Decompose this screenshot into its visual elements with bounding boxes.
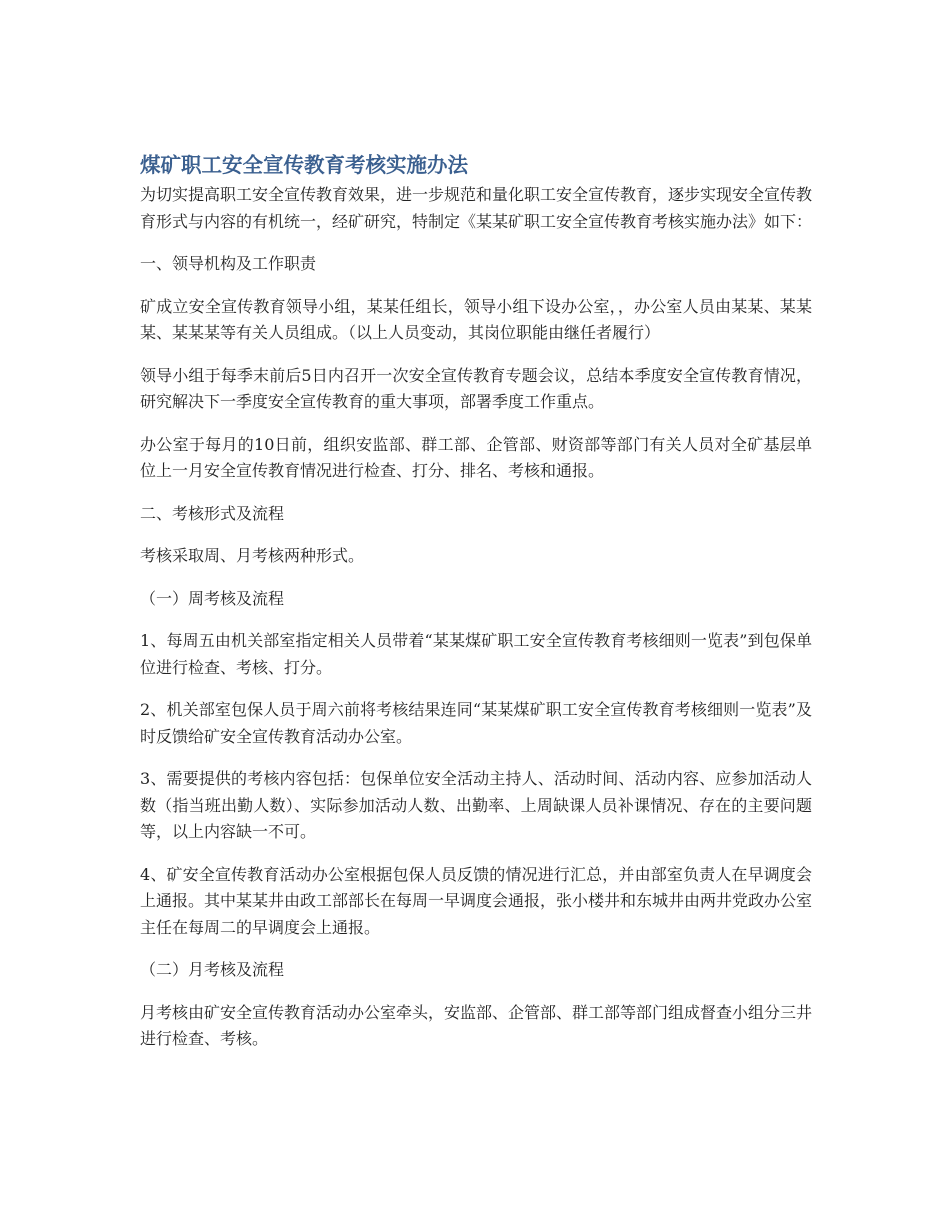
- document-page: [140, 150, 812, 1069]
- list-item-3: 3、需要提供的考核内容包括：包保单位安全活动主持人、活动时间、活动内容、应参加活动人数（指当班出勤人数）、实际参加活动人数、出勤率、上周缺课人员补课情况、存在的主要问题等，以上内容缺一不可。: [140, 769, 812, 841]
- paragraph: 考核采取周、月考核两种形式。: [140, 546, 365, 565]
- paragraph: 办公室于每月的10日前，组织安监部、群工部、企管部、财资部等部门有关人员对全矿基层单位上一月安全宣传教育情况进行检查、打分、排名、考核和通报。: [140, 434, 812, 480]
- paragraph: 矿成立安全宣传教育领导小组，某某任组长，领导小组下设办公室，，办公室人员由某某、某某某、某某某等有关人员组成。（以上人员变动，其岗位职能由继任者履行）: [140, 296, 812, 342]
- list-item-4: 4、矿安全宣传教育活动办公室根据包保人员反馈的情况进行汇总，并由部室负责人在早调度会上通报。其中某某井由政工部部长在每周一早调度会通报，张小楼井和东城井由两井党政办公室主任在每周二的早调度会上通报。: [140, 864, 813, 937]
- list-item-2: 2、机关部室包保人员于周六前将考核结果连同“某某煤矿职工安全宣传教育考核细则一览表”及时反馈给矿安全宣传教育活动办公室。: [140, 700, 812, 746]
- list-item-1: 1、每周五由机关部室指定相关人员带着“某某煤矿职工安全宣传教育考核细则一览表”到包保单位进行检查、考核、打分。: [140, 631, 812, 677]
- section-heading-1: 一、领导机构及工作职责: [140, 254, 317, 273]
- paragraph-intro: 为切实提高职工安全宣传教育效果，进一步规范和量化职工安全宣传教育，逐步实现安全宣传教育形式与内容的有机统一，经矿研究，特制定《某某矿职工安全宣传教育考核实施办法》如下：: [140, 185, 813, 231]
- subsection-heading-2: （二）月考核及流程: [140, 960, 285, 979]
- paragraph: 领导小组于每季末前后5日内召开一次安全宣传教育专题会议，总结本季度安全宣传教育情况，研究解决下一季度安全宣传教育的重大事项，部署季度工作重点。: [140, 365, 812, 411]
- document-title: 煤矿职工安全宣传教育考核实施办法: [140, 153, 468, 177]
- section-heading-2: 二、考核形式及流程: [140, 503, 285, 523]
- subsection-heading-1: （一）周考核及流程: [140, 588, 285, 608]
- paragraph: 月考核由矿安全宣传教育活动办公室牵头，安监部、企管部、群工部等部门组成督查小组分三井进行检查、考核。: [140, 1002, 813, 1048]
